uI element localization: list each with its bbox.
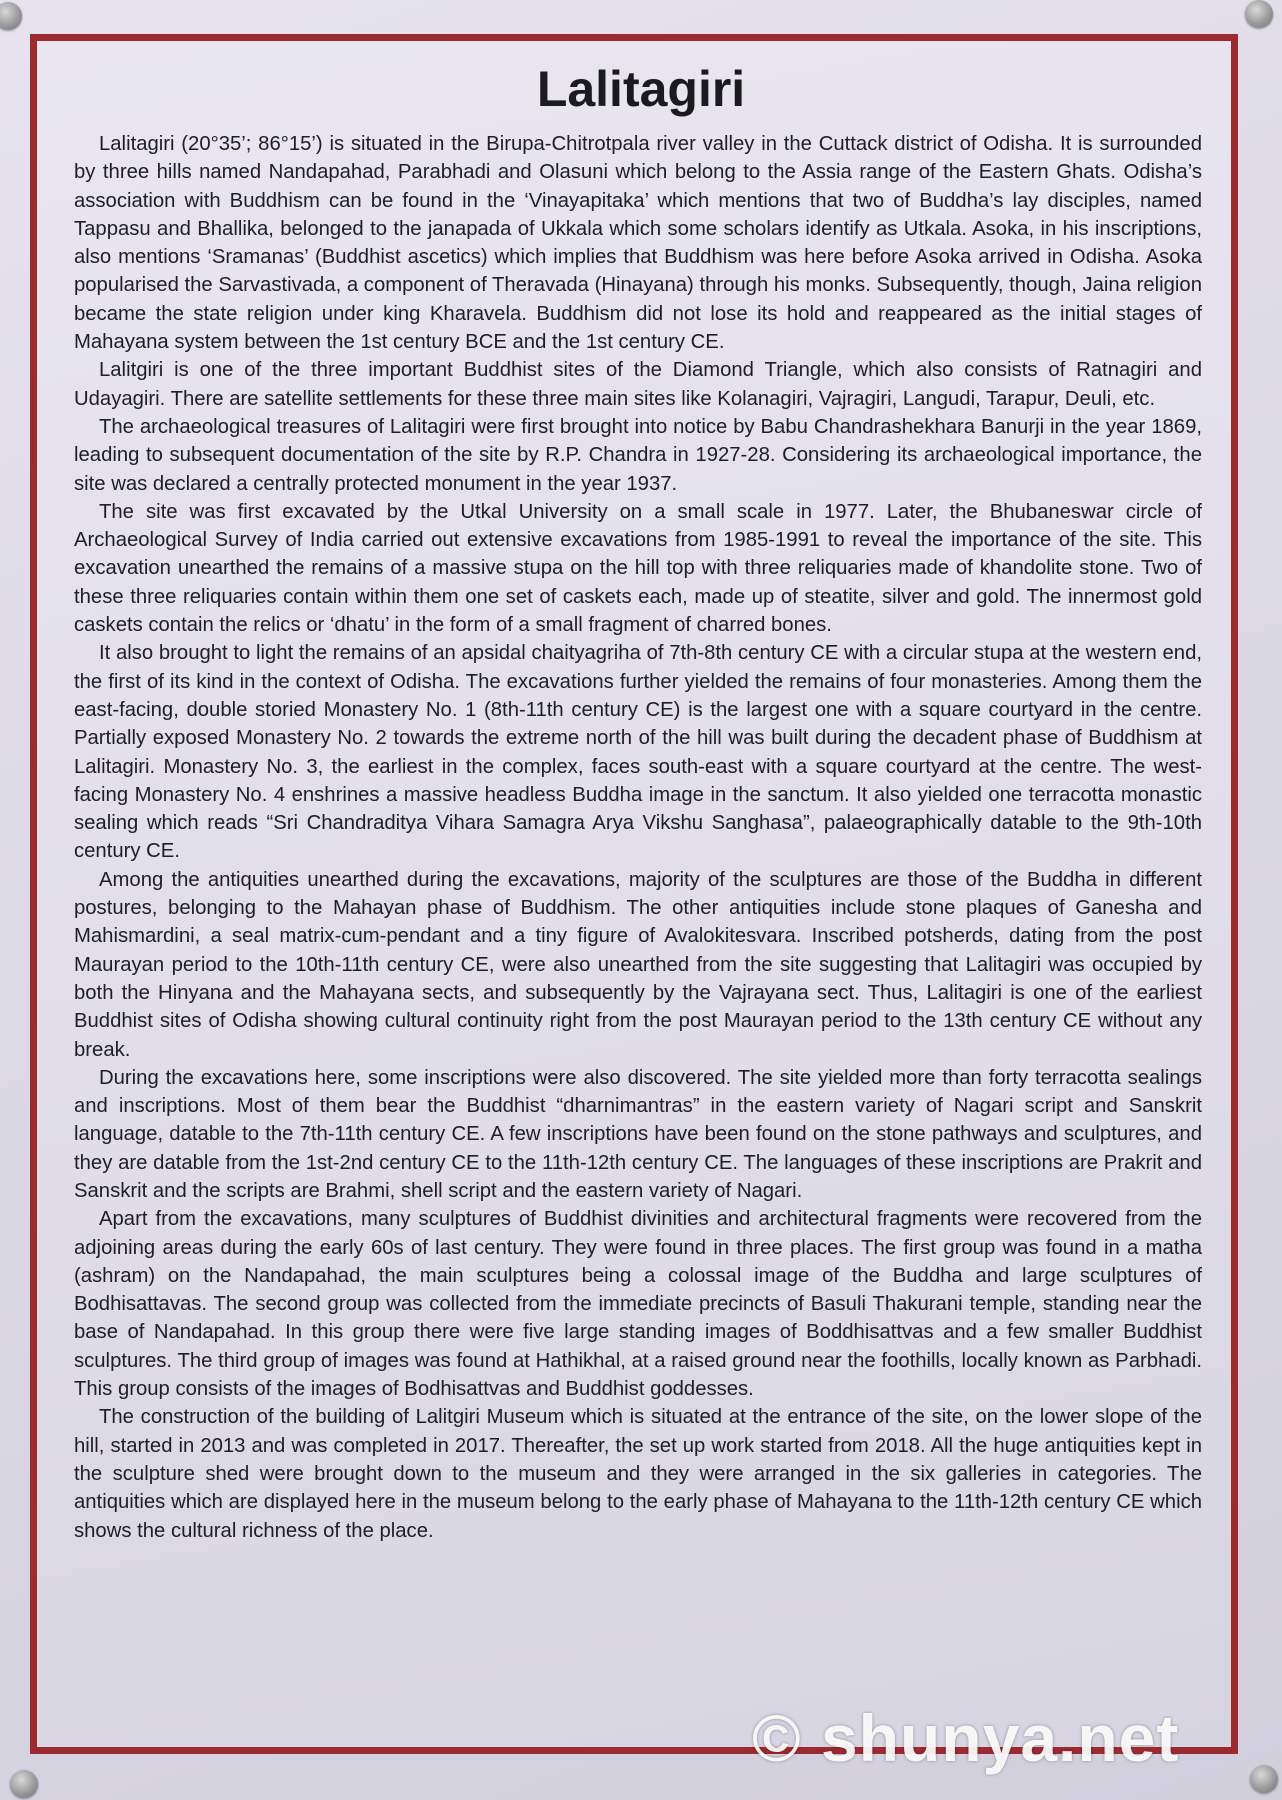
paragraph-9: The construction of the building of Lalitgiri Museum which is situated at the entrance of the site, on the lower slope of the hill, started in 2013 and was completed in 2017. Thereafter, the set up work started from 2018. All the huge antiquities kept in the sculpture shed were brought down to the museum and they were arranged in the six galleries in categories. The antiquities which are displayed here in the museum belong to the early phase of Mahayana to the 11th-12th century CE which shows the cultural richness of the place. [74, 1406, 1202, 1542]
board-title: Lalitagiri [536, 61, 746, 117]
paragraph-4: The site was first excavated by the Utkal University on a small scale in 1977. Later, the Bhubaneswar circle of Archaeological Survey of India carried out extensive excavations from 1985-1991 to reveal the importance of the site. This excavation unearthed the remains of a massive stupa on the hill top with three reliquaries made of khandolite stone. Two of these three reliquaries contain within them one set of caskets each, made up of steatite, silver and gold. The innermost gold caskets contain the relics or ‘dhatu’ in the form of a small fragment of charred bones. [74, 500, 1202, 637]
paragraph-8: Apart from the excavations, many sculptures of Buddhist divinities and architectural fragments were recovered from the adjoining areas during the early 60s of last century. They were found in three places. The first group was found in a matha (ashram) on the Nandapahad, the main sculptures being a colossal image of the Buddha and large sculptures of Bodhisattavas. The second group was collected from the immediate precincts of Basuli Thakurani temple, standing near the base of Nandapahad. In this group there were five large standing images of Boddhisattvas and a few smaller Buddhist sculptures. The third group of images was found at Hathikhal, at a raised ground near the foothills, locally known as Parbhadi. This group consists of the images of Bodhisattvas and Buddhist goddesses. [74, 1208, 1202, 1401]
paragraph-3: The archaeological treasures of Lalitagiri were first brought into notice by Babu Chandrashekhara Banurji in the year 1869, leading to subsequent documentation of the site by R.P. Chandra in 1927-28. Considering its archaeological importance, the site was declared a centrally protected monument in the year 1937. [74, 415, 1202, 495]
board-body-text [74, 130, 1202, 1545]
paragraph-5: It also brought to light the remains of an apsidal chaityagriha of 7th-8th century CE with a circular stupa at the western end, the first of its kind in the context of Odisha. The excavations further yielded the remains of four monasteries. Among them the east-facing, double storied Monastery No. 1 (8th-11th century CE) is the largest one with a square courtyard in the centre. Partially exposed Monastery No. 2 towards the extreme north of the hill was built during the decadent phase of Buddhism at Lalitagiri. Monastery No. 3, the earliest in the complex, faces south-east with a square courtyard at the centre. The west-facing Monastery No. 4 enshrines a massive headless Buddha image in the sanctum. It also yielded one terracotta monastic sealing which reads “Sri Chandraditya Vihara Samagra Arya Vikshu Sanghasa”, palaeographically datable to the 9th-10th century CE. [74, 642, 1202, 863]
paragraph-7: During the excavations here, some inscriptions were also discovered. The site yielded more than forty terracotta sealings and inscriptions. Most of them bear the Buddhist “dharnimantras” in the eastern variety of Nagari script and Sanskrit language, datable to the 7th-11th century CE. A few inscriptions have been found on the stone pathways and sculptures, and they are datable from the 1st-2nd century CE to the 11th-12th century CE. The languages of these inscriptions are Prakrit and Sanskrit and the scripts are Brahmi, shell script and the eastern variety of Nagari. [74, 1066, 1202, 1202]
paragraph-6: Among the antiquities unearthed during the excavations, majority of the sculptures are those of the Buddha in different postures, belonging to the Mahayan phase of Buddhism. The other antiquities include stone plaques of Ganesha and Mahismardini, a seal matrix-cum-pendant and a tiny figure of Avalokitesvara. Inscribed potsherds, dating from the post Maurayan period to the 10th-11th century CE, were also unearthed from the site suggesting that Lalitagiri was occupied by both the Hinyana and the Mahayana sects, and subsequently by the Vajrayana sect. Thus, Lalitagiri is one of the earliest Buddhist sites of Odisha showing cultural continuity right from the post Maurayan period to the 13th century CE without any break. [74, 868, 1202, 1061]
paragraph-1: Lalitagiri (20°35’; 86°15’) is situated in the Birupa-Chitrotpala river valley in the Cuttack district of Odisha. It is surrounded by three hills named Nandapahad, Parabhadi and Olasuni which belong to the Assia range of the Eastern Ghats. Odisha’s association with Buddhism can be found in the ‘Vinayapitaka’ which mentions that two of Buddha’s lay disciples, named Tappasu and Bhallika, belonged to the janapada of Ukkala which some scholars identify as Utkala. Asoka, in his inscriptions, also mentions ‘Sramanas’ (Buddhist ascetics) which implies that Buddhism was here before Asoka arrived in Odisha. Asoka popularised the Sarvastivada, a component of Theravada (Hinayana) through his monks. Subsequently, though, Jaina religion became the state religion under king Kharavela. Buddhism did not lose its hold and reappeared as the initial stages of Mahayana system between the 1st century BCE and the 1st century CE. [74, 133, 1202, 354]
paragraph-2: Lalitgiri is one of the three important Buddhist sites of the Diamond Triangle, which also consists of Ratnagiri and Udayagiri. There are satellite settlements for these three main sites like Kolanagiri, Vajragiri, Langudi, Tarapur, Deuli, etc. [74, 359, 1202, 410]
screw-bottom-left [10, 1770, 38, 1798]
copyright-watermark: © shunya.net [752, 1701, 1180, 1775]
screw-bottom-right [1250, 1765, 1278, 1793]
screw-top-right [1245, 0, 1273, 28]
screw-top-left [0, 2, 22, 30]
